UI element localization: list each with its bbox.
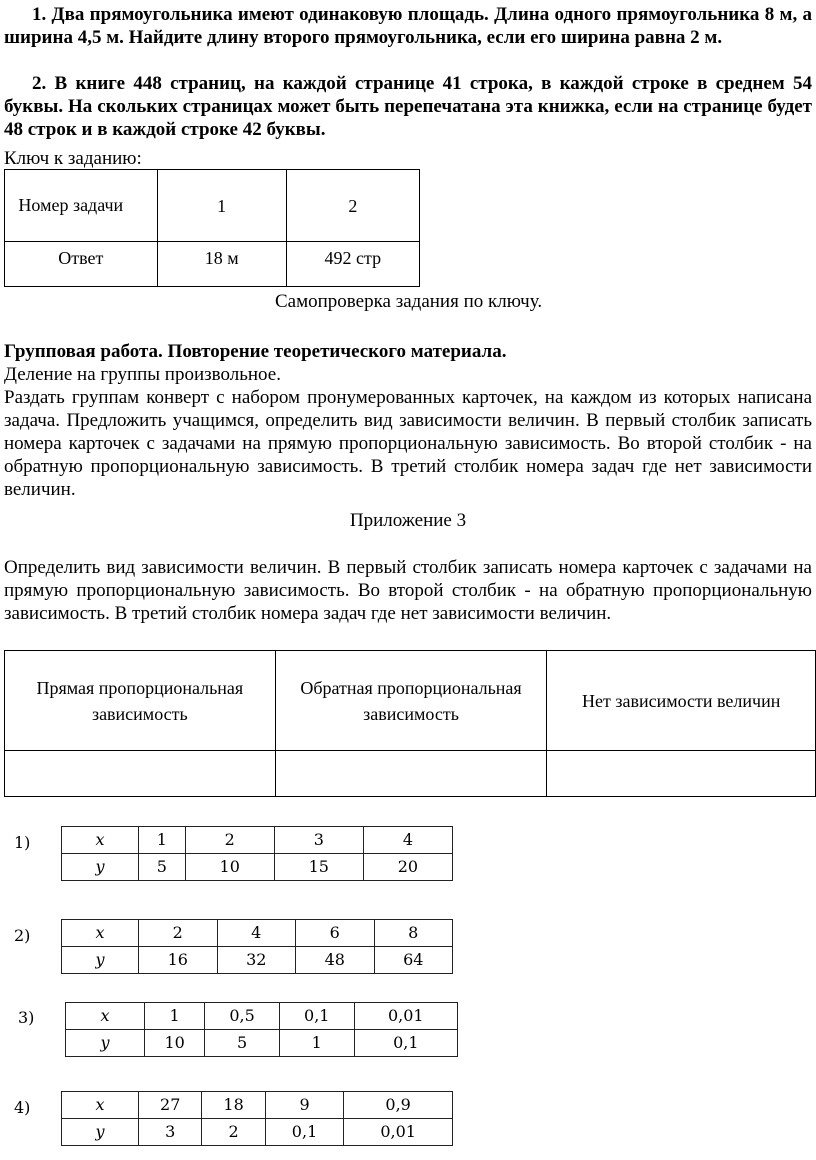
- key-answer-label: Ответ: [5, 242, 158, 287]
- card-2-x-1: 2: [139, 920, 218, 947]
- card-1-y-label: y: [62, 854, 139, 881]
- card-2-x-label: x: [62, 920, 139, 947]
- card-4-x-3: 9: [265, 1092, 344, 1119]
- card-1-x-3: 3: [274, 827, 363, 854]
- key-answer-1: 18 м: [157, 242, 286, 287]
- card-4-y-4: 0,01: [344, 1119, 453, 1146]
- header-no-dependency: Нет зависимости величин: [547, 651, 816, 751]
- card-1-x-4: 4: [363, 827, 452, 854]
- card-3-x-3: 0,1: [279, 1003, 354, 1030]
- key-answer-2: 492 стр: [286, 242, 419, 287]
- card-3-x-1: 1: [145, 1003, 205, 1030]
- answer-cell-inverse[interactable]: [275, 751, 547, 797]
- card-3-x-2: 0,5: [205, 1003, 280, 1030]
- card-2-y-3: 48: [296, 947, 375, 974]
- task-2: 2. В книге 448 страниц, на каждой странице 41 строка, в каждой строке в среднем 54 буквы. На скольких страницах может быть перепечатана эта книжка, если на странице будет 48 строк и в каждой строке 42 буквы.: [4, 73, 812, 140]
- key-header-1: 1: [157, 170, 286, 242]
- card-3-y-label: y: [66, 1030, 145, 1057]
- card-2-x-3: 6: [296, 920, 375, 947]
- card-1-y-4: 20: [363, 854, 452, 881]
- card-1-y-2: 10: [185, 854, 274, 881]
- key-label: Ключ к заданию:: [4, 148, 142, 169]
- card-4-y-2: 2: [202, 1119, 265, 1146]
- appendix-label: Приложение 3: [349, 510, 467, 531]
- header-direct-proportion: Прямая пропорциональная зависимость: [5, 651, 276, 751]
- card-3-y-2: 5: [205, 1030, 280, 1057]
- card-3-y-1: 10: [145, 1030, 205, 1057]
- card-2-table: [61, 919, 453, 974]
- card-2-y-label: y: [62, 947, 139, 974]
- card-2-number: 2): [14, 926, 31, 945]
- card-4-y-label: y: [62, 1119, 139, 1146]
- card-3-y-4: 0,1: [354, 1030, 457, 1057]
- group-work-title: Групповая работа. Повторение теоретического материала.: [4, 341, 507, 362]
- dependency-table: [4, 650, 816, 797]
- card-4-x-label: x: [62, 1092, 139, 1119]
- card-1-x-label: x: [62, 827, 139, 854]
- card-1-x-1: 1: [139, 827, 186, 854]
- card-1-table: [61, 826, 453, 881]
- card-1-number: 1): [14, 833, 31, 852]
- group-division: Деление на группы произвольное.: [4, 364, 281, 385]
- card-3-x-4: 0,01: [354, 1003, 457, 1030]
- card-1-y-3: 15: [274, 854, 363, 881]
- card-1-y-1: 5: [139, 854, 186, 881]
- header-inverse-proportion: Обратная пропорциональная зависимость: [275, 651, 547, 751]
- card-3-x-label: x: [66, 1003, 145, 1030]
- card-2-x-4: 8: [374, 920, 453, 947]
- group-work-text: Раздать группам конверт с набором пронумерованных карточек, на каждом из которых написана задача. Предложить учащимся, определить вид зависимости величин. В первый столбик записать номера карточек с задачами на прямую пропорциональную зависимость. Во второй столбик - на обратную пропорциональную зависимость. В третий столбик номера задач где нет зависимости величин.: [4, 387, 812, 500]
- key-header-2: 2: [286, 170, 419, 242]
- answer-cell-none[interactable]: [547, 751, 816, 797]
- card-4-x-1: 27: [139, 1092, 202, 1119]
- card-2-y-4: 64: [374, 947, 453, 974]
- task-1: 1. Два прямоугольника имеют одинаковую площадь. Длина одного прямоугольника 8 м, а ширина 4,5 м. Найдите длину второго прямоугольника, если его ширина равна 2 м.: [4, 4, 812, 48]
- card-3-number: 3): [18, 1008, 35, 1027]
- card-4-y-1: 3: [139, 1119, 202, 1146]
- card-4-x-4: 0,9: [344, 1092, 453, 1119]
- card-1-x-2: 2: [185, 827, 274, 854]
- card-4-table: [61, 1091, 453, 1146]
- answer-key-table: [4, 169, 420, 287]
- card-4-number: 4): [14, 1098, 31, 1117]
- self-check: Самопроверка задания по ключу.: [275, 291, 543, 312]
- card-2-y-2: 32: [217, 947, 296, 974]
- instruction-text: Определить вид зависимости величин. В первый столбик записать номера карточек с задачами на прямую пропорциональную зависимость. Во второй столбик - на обратную пропорциональную зависимость. В третий столбик номера задач где нет зависимости величин.: [4, 557, 812, 624]
- card-4-y-3: 0,1: [265, 1119, 344, 1146]
- card-2-y-1: 16: [139, 947, 218, 974]
- card-3-y-3: 1: [279, 1030, 354, 1057]
- card-2-x-2: 4: [217, 920, 296, 947]
- card-3-table: [65, 1002, 458, 1057]
- card-4-x-2: 18: [202, 1092, 265, 1119]
- key-header-task: Номер задачи: [5, 170, 158, 242]
- answer-cell-direct[interactable]: [5, 751, 276, 797]
